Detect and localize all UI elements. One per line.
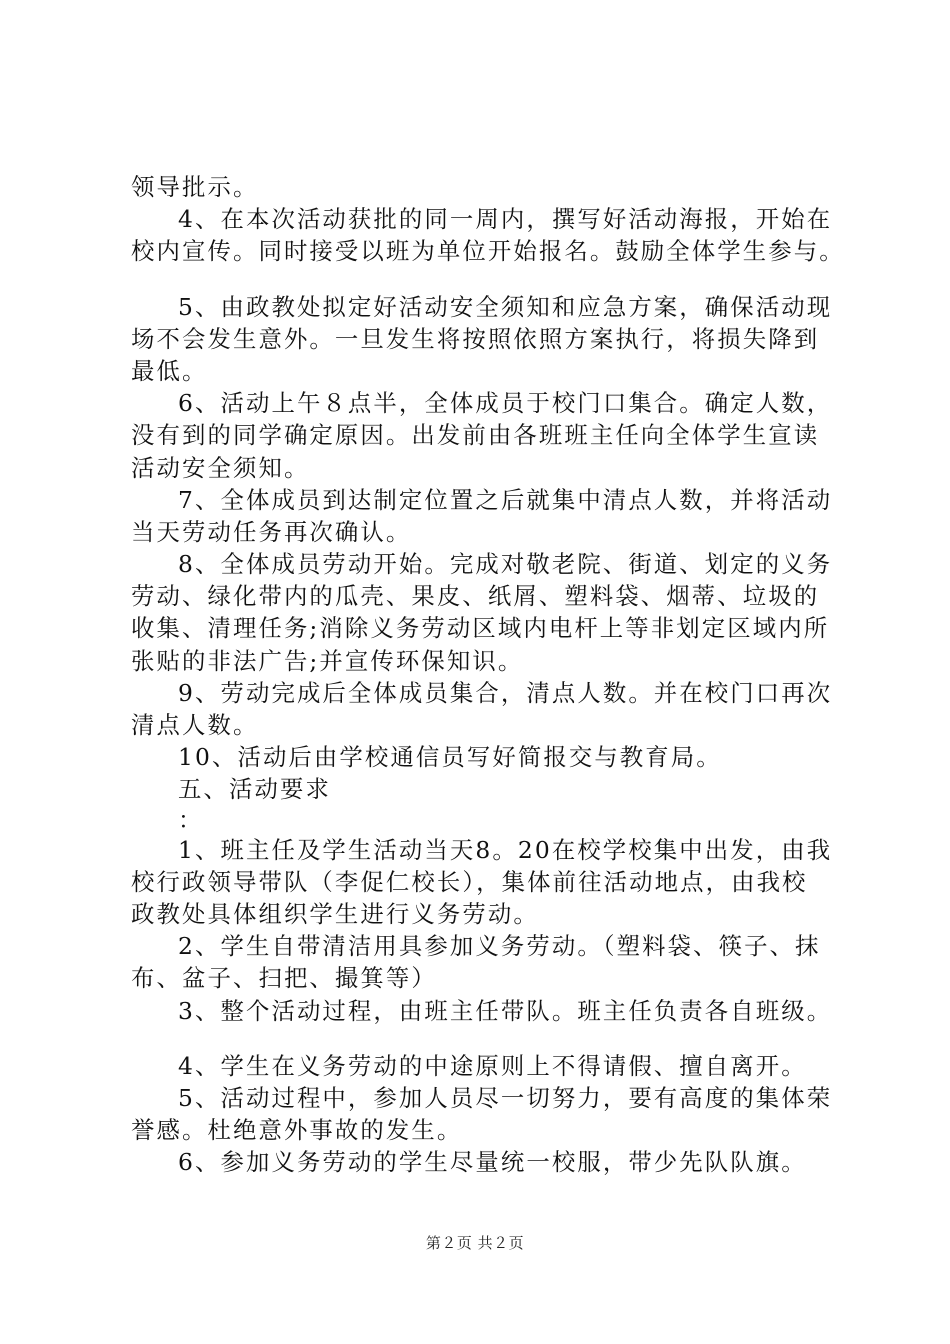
paragraph-line: 8、全体成员劳动开始。完成对敬老院、街道、划定的义务 — [178, 550, 833, 579]
section-heading: 五、活动要求 — [178, 775, 331, 804]
paragraph-line: 布、盆子、扫把、撮箕等） — [131, 964, 437, 993]
paragraph-line: 3、整个活动过程，由班主任带队。班主任负责各自班级。 — [178, 996, 833, 1025]
document-body — [131, 171, 851, 1178]
paragraph-line: 当天劳动任务再次确认。 — [131, 517, 412, 546]
paragraph-line: 活动安全须知。 — [131, 453, 310, 482]
paragraph-line: 场不会发生意外。一旦发生将按照依照方案执行，将损失降到 — [131, 324, 820, 353]
paragraph-line: 5、由政教处拟定好活动安全须知和应急方案，确保活动现 — [178, 292, 833, 321]
paragraph-line: 4、学生在义务劳动的中途原则上不得请假、擅自离开。 — [178, 1051, 807, 1080]
paragraph-line: 7、全体成员到达制定位置之后就集中清点人数，并将活动 — [178, 485, 833, 514]
paragraph-line: 6、活动上午８点半，全体成员于校门口集合。确定人数， — [178, 389, 833, 418]
paragraph-line: 收集、清理任务;消除义务劳动区域内电杆上等非划定区域内所 — [131, 614, 830, 643]
paragraph-line: 2、学生自带清洁用具参加义务劳动。（塑料袋、筷子、抹 — [178, 932, 821, 961]
page-number-footer: 第２页 共２页 — [425, 1234, 525, 1252]
paragraph-line: 校内宣传。同时接受以班为单位开始报名。鼓励全体学生参与。 — [131, 237, 845, 266]
paragraph-line: 校行政领导带队（李促仁校长），集体前往活动地点，由我校 — [131, 867, 808, 896]
paragraph-line: 4、在本次活动获批的同一周内，撰写好活动海报，开始在 — [178, 205, 833, 234]
paragraph-line: 6、参加义务劳动的学生尽量统一校服，带少先队队旗。 — [178, 1148, 807, 1177]
paragraph-line: 政教处具体组织学生进行义务劳动。 — [131, 899, 539, 928]
paragraph-line: 最低。 — [131, 356, 208, 385]
paragraph-line: 1、班主任及学生活动当天8。20在校学校集中出发，由我 — [178, 835, 833, 864]
paragraph-line: 10、活动后由学校通信员写好简报交与教育局。 — [178, 743, 722, 772]
paragraph-line: ： — [178, 805, 204, 834]
paragraph-line: 9、劳动完成后全体成员集合，清点人数。并在校门口再次 — [178, 678, 833, 707]
paragraph-line: 张贴的非法广告;并宣传环保知识。 — [131, 646, 524, 675]
paragraph-line: 誉感。杜绝意外事故的发生。 — [131, 1116, 463, 1145]
paragraph-line: 没有到的同学确定原因。出发前由各班班主任向全体学生宣读 — [131, 421, 820, 450]
paragraph-line: 5、活动过程中，参加人员尽一切努力，要有高度的集体荣 — [178, 1083, 833, 1112]
paragraph-line: 清点人数。 — [131, 711, 259, 739]
paragraph-line: 劳动、绿化带内的瓜壳、果皮、纸屑、塑料袋、烟蒂、垃圾的 — [131, 582, 820, 611]
paragraph-line: 领导批示。 — [131, 173, 259, 201]
